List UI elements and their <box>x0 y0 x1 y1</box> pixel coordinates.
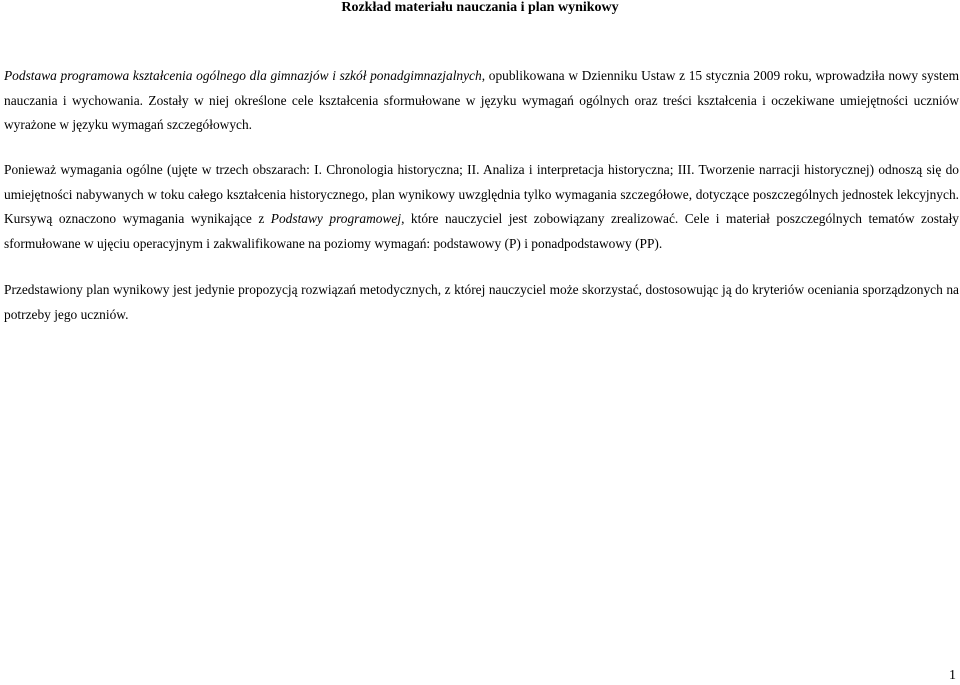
core-curriculum-title: Podstawa programowa kształcenia ogólnego dla gimnazjów i szkół ponadgimnazjalnych <box>4 68 482 83</box>
intro-paragraph-text: , opublikowana w Dzienniku Ustaw z 15 stycznia 2009 roku, wprowadziła nowy system nauczania i wychowania. Zostały w niej określone cele kształcenia sformułowane w języku wymagań ogólnych oraz treści kształcenia i oczekiwane umiejętności uczniów wyrażone w języku wymagań szczegółowych. <box>4 68 959 132</box>
requirements-text-after: , które nauczyciel jest zobowiązany zrealizować. Cele i materiał poszczególnych tematów zostały sformułowane w ujęciu operacyjnym i zakwalifikowane na poziomy wymagań: podstawowy (P) i ponadpodstawowy (PP). <box>4 211 959 251</box>
core-curriculum-reference: Podstawy programowej <box>270 211 402 226</box>
plan-note-paragraph: Przedstawiony plan wynikowy jest jedynie propozycją rozwiązań metodycznych, z której nauczyciel może skorzystać, dostosowując ją do kryteriów oceniania sporządzonych na potrzeby jego uczniów. <box>4 282 959 322</box>
page-number: 1 <box>949 668 956 683</box>
requirements-text-before: Ponieważ wymagania ogólne (ujęte w trzech obszarach: I. Chronologia historyczna; II. Analiza i interpretacja historyczna; III. Tworzenie narracji historycznej) odnoszą się do umiejętności nabywanych w toku całego kształcenia historycznego, plan wynikowy uwzględnia tylko wymagania szczegółowe, dotyczące poszczególnych jednostek lekcyjnych. Kursywą oznaczono wymagania wynikające z <box>4 162 959 226</box>
page-title: Rozkład materiału nauczania i plan wynikowy <box>341 0 619 15</box>
requirements-paragraph <box>4 158 959 256</box>
intro-paragraph <box>4 64 959 138</box>
